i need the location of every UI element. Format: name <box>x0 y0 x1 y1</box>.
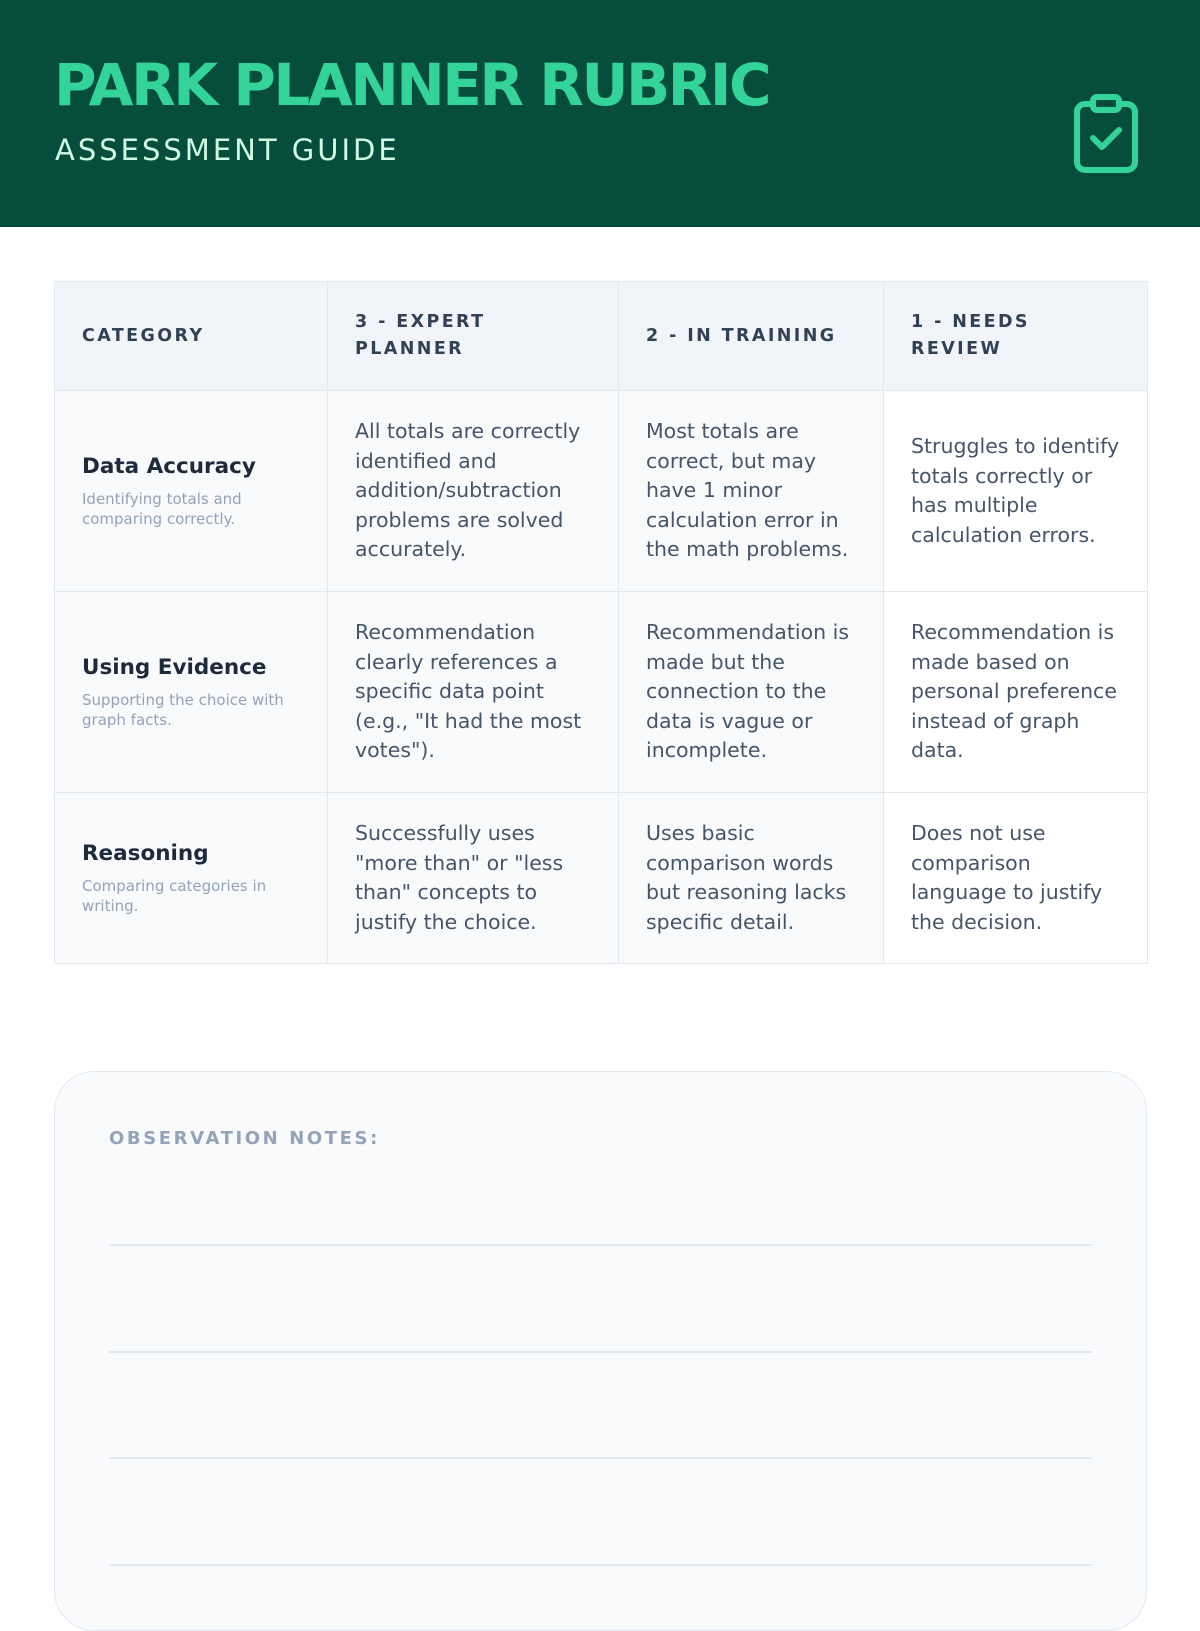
column-header-training: 2 - IN TRAINING <box>619 282 884 391</box>
category-description: Comparing categories in writing. <box>82 877 267 915</box>
table-row <box>55 391 1148 592</box>
column-header-review: 1 - NEEDS REVIEW <box>884 282 1148 391</box>
training-cell: Uses basic comparison words but reasoning lacks specific detail. <box>619 793 884 964</box>
category-cell <box>55 391 328 592</box>
table-row <box>55 592 1148 793</box>
note-line <box>109 1244 1092 1246</box>
column-header-category: CATEGORY <box>55 282 328 391</box>
expert-cell: Recommendation clearly references a specific data point (e.g., "It had the most votes"). <box>328 592 619 793</box>
note-line <box>109 1457 1092 1459</box>
category-cell <box>55 793 328 964</box>
observation-notes-box[interactable] <box>54 1071 1147 1631</box>
training-cell: Recommendation is made but the connection to the data is vague or incomplete. <box>619 592 884 793</box>
note-line <box>109 1564 1092 1566</box>
category-name: Reasoning <box>82 841 209 866</box>
note-line <box>109 1351 1092 1353</box>
observation-notes-label: OBSERVATION NOTES: <box>109 1128 380 1149</box>
category-description: Supporting the choice with graph facts. <box>82 691 284 729</box>
category-description: Identifying totals and comparing correctly. <box>82 490 242 528</box>
review-cell: Does not use comparison language to justify the decision. <box>884 793 1148 964</box>
category-cell <box>55 592 328 793</box>
rubric-header-row <box>55 282 1148 391</box>
page-header <box>0 0 1200 227</box>
rubric-table <box>54 281 1148 964</box>
page-subtitle: ASSESSMENT GUIDE <box>55 133 400 167</box>
column-header-expert: 3 - EXPERT PLANNER <box>328 282 619 391</box>
table-row <box>55 793 1148 964</box>
category-name: Using Evidence <box>82 655 267 680</box>
expert-cell: Successfully uses "more than" or "less than" concepts to justify the choice. <box>328 793 619 964</box>
training-cell: Most totals are correct, but may have 1 minor calculation error in the math problems. <box>619 391 884 592</box>
category-name: Data Accuracy <box>82 454 256 479</box>
page-title: PARK PLANNER RUBRIC <box>54 51 770 119</box>
clipboard-check-icon <box>1069 94 1143 174</box>
review-cell: Struggles to identify totals correctly or has multiple calculation errors. <box>884 391 1148 592</box>
expert-cell: All totals are correctly identified and addition/subtraction problems are solved accurately. <box>328 391 619 592</box>
review-cell: Recommendation is made based on personal preference instead of graph data. <box>884 592 1148 793</box>
